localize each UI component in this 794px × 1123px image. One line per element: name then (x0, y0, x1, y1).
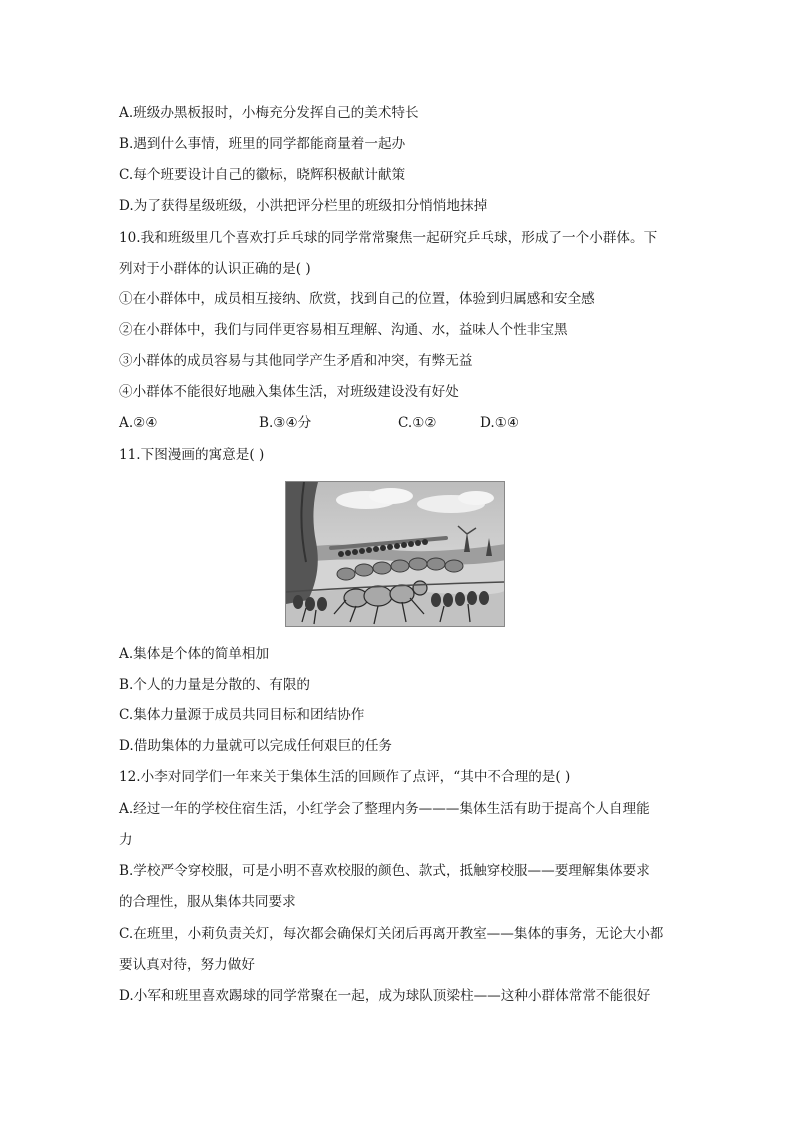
q12-option-d-line1: D.小军和班里喜欢踢球的同学常聚在一起，成为球队顶梁柱——这种小群体常常不能很好 (119, 988, 651, 1004)
q10-statement-4: ④小群体不能很好地融入集体生活，对班级建设没有好处 (119, 384, 459, 400)
q12-option-a-line1: A.经过一年的学校住宿生活，小红学会了整理内务———集体生活有助于提高个人自理能 (119, 801, 650, 817)
q9-option-b: B.遇到什么事情，班里的同学都能商量着一起办 (119, 136, 406, 152)
q12-stem: 12.小李对同学们一年来关于集体生活的回顾作了点评，“其中不合理的是( ) (119, 769, 571, 785)
q9-option-d: D.为了获得星级班级，小洪把评分栏里的班级扣分悄悄地抹掉 (119, 198, 488, 214)
q9-option-a: A.班级办黑板报时，小梅充分发挥自己的美术特长 (119, 105, 419, 121)
q12-option-a-line2: 力 (119, 832, 133, 848)
q10-option-a: A.②④ (119, 415, 158, 431)
q10-stem-line2: 列对于小群体的认识正确的是( ) (119, 261, 311, 277)
q11-option-b: B.个人的力量是分散的、有限的 (119, 677, 311, 693)
q10-option-d: D.①④ (480, 415, 520, 431)
q12-option-b-line2: 的合理性，服从集体共同要求 (119, 894, 296, 910)
q10-statement-2: ②在小群体中，我们与同伴更容易相互理解、沟通、水，益味人个性非宝黑 (119, 322, 568, 338)
ants-cartoon-illustration (285, 481, 505, 627)
q10-statement-1: ①在小群体中，成员相互接纳、欣赏，找到自己的位置，体验到归属感和安全感 (119, 291, 595, 307)
q11-option-c: C.集体力量源于成员共同目标和团结协作 (119, 707, 365, 723)
q11-stem: 11.下图漫画的寓意是( ) (119, 447, 265, 463)
q12-option-b-line1: B.学校严令穿校服，可是小明不喜欢校服的颜色、款式，抵触穿校服——要理解集体要求 (119, 863, 650, 879)
q11-option-d: D.借助集体的力量就可以完成任何艰巨的任务 (119, 738, 393, 754)
q10-stem-line1: 10.我和班级里几个喜欢打乒乓球的同学常常聚焦一起研究乒乓球，形成了一个小群体。下 (119, 230, 658, 246)
q12-option-c-line1: C.在班里，小莉负责关灯，每次都会确保灯关闭后再离开教室——集体的事务，无论大小都 (119, 926, 664, 942)
q10-statement-3: ③小群体的成员容易与其他同学产生矛盾和冲突，有弊无益 (119, 353, 473, 369)
q10-option-b: B.③④分 (259, 415, 312, 431)
q12-option-c-line2: 要认真对待，努力做好 (119, 957, 255, 973)
q10-option-c: C.①② (398, 415, 437, 431)
cartoon-svg (286, 482, 505, 627)
q11-option-a: A.集体是个体的简单相加 (119, 646, 270, 662)
q9-option-c: C.每个班要设计自己的徽标，晓辉积极献计献策 (119, 167, 406, 183)
